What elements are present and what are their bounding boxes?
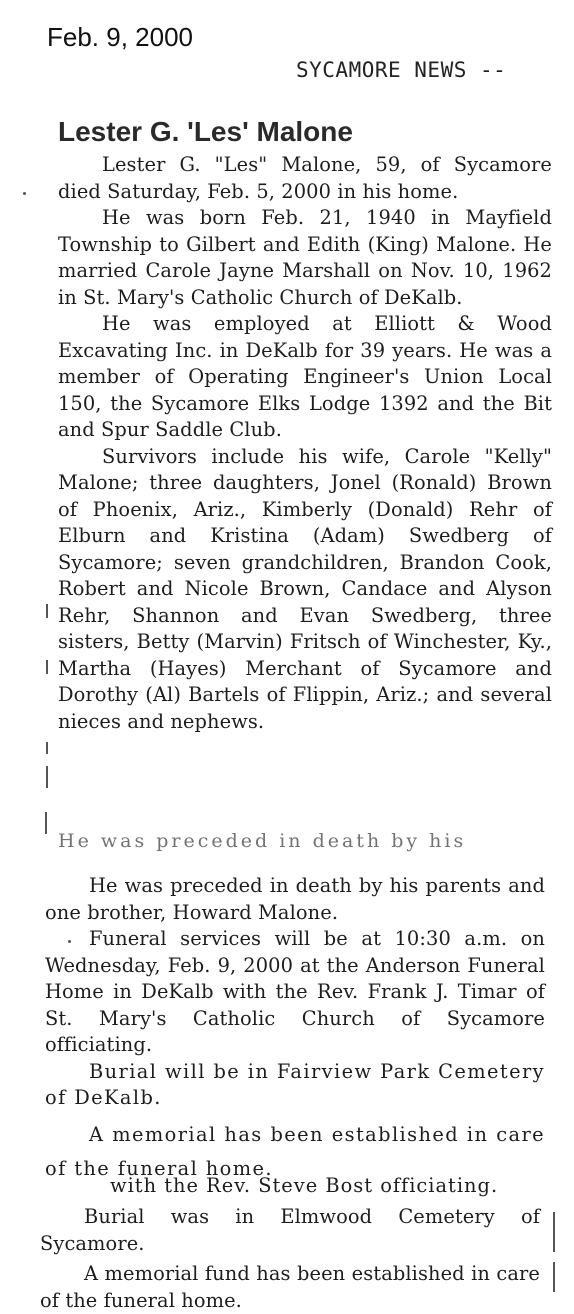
scan-mark bbox=[553, 1262, 555, 1292]
scan-mark bbox=[46, 604, 48, 618]
preceded-paragraph: He was preceded in death by his parents and one brother, Howard Malone. bbox=[45, 874, 545, 924]
handwritten-date: Feb. 9, 2000 bbox=[47, 22, 193, 52]
birth-paragraph: He was born Feb. 21, 1940 in Mayfield Township to Gilbert and Edith (King) Malone. He married Carole Jayne Marshall on Nov. 10, 1962 in St. Mary's Catholic Church of DeKalb. bbox=[58, 206, 552, 309]
scan-mark bbox=[45, 812, 47, 834]
obituary-headline: Lester G. 'Les' Malone bbox=[58, 116, 353, 147]
burial-correction-paragraph: Burial was in Elmwood Cemetery of Sycamore. bbox=[40, 1205, 540, 1255]
death-paragraph: Lester G. "Les" Malone, 59, of Sycamore died Saturday, Feb. 5, 2000 in his home. bbox=[58, 153, 552, 203]
funeral-paragraph: Funeral services will be at 10:30 a.m. on Wednesday, Feb. 9, 2000 at the Anderson Funeral Home in DeKalb with the Rev. Frank J. Timar of St. Mary's Catholic Church of Sycamore officiating. bbox=[45, 927, 545, 1056]
obituary-clipping-correction bbox=[40, 1174, 540, 1314]
torn-clipping-edge bbox=[58, 830, 498, 856]
scan-mark bbox=[46, 660, 48, 674]
scan-mark bbox=[553, 1212, 555, 1252]
obituary-continuation bbox=[45, 873, 545, 1186]
memorial-fund-paragraph: A memorial fund has been established in care of the funeral home. bbox=[40, 1262, 540, 1312]
scan-mark bbox=[68, 940, 71, 943]
scan-mark bbox=[23, 192, 26, 195]
newspaper-name: SYCAMORE NEWS -- bbox=[296, 58, 507, 82]
employment-paragraph: He was employed at Elliott & Wood Excavating Inc. in DeKalb for 39 years. He was a member of Operating Engineer's Union Local 150, the Sycamore Elks Lodge 1392 and the Bit and Spur Saddle Club. bbox=[58, 312, 552, 441]
torn-text-line: He was preceded in death by his bbox=[58, 830, 467, 852]
scan-mark bbox=[46, 742, 48, 754]
memorial-paragraph: A memorial has been established in care of the funeral home. bbox=[45, 1122, 545, 1180]
clipped-text-line: with the Rev. Steve Bost officiating. bbox=[110, 1174, 499, 1197]
burial-paragraph: Burial will be in Fairview Park Cemetery of DeKalb. bbox=[45, 1059, 545, 1109]
survivors-paragraph: Survivors include his wife, Carole "Kelly" Malone; three daughters, Jonel (Ronald) Brown of Phoenix, Ariz., Kimberly (Donald) Rehr of Elburn and Kristina (Adam) Swedberg of Sycamore; seven grandchildren, Brandon Cook, Robert and Nicole Brown, Candace and Alyson Rehr, Shannon and Evan Swedberg, three sisters, Betty (Marvin) Fritsch of Winchester, Ky., Martha (Hayes) Merchant of Sycamore and Dorothy (Al) Bartels of Flippin, Ariz.; and several nieces and nephews. bbox=[58, 444, 552, 733]
scan-mark bbox=[46, 766, 48, 788]
obituary-body bbox=[58, 152, 552, 735]
